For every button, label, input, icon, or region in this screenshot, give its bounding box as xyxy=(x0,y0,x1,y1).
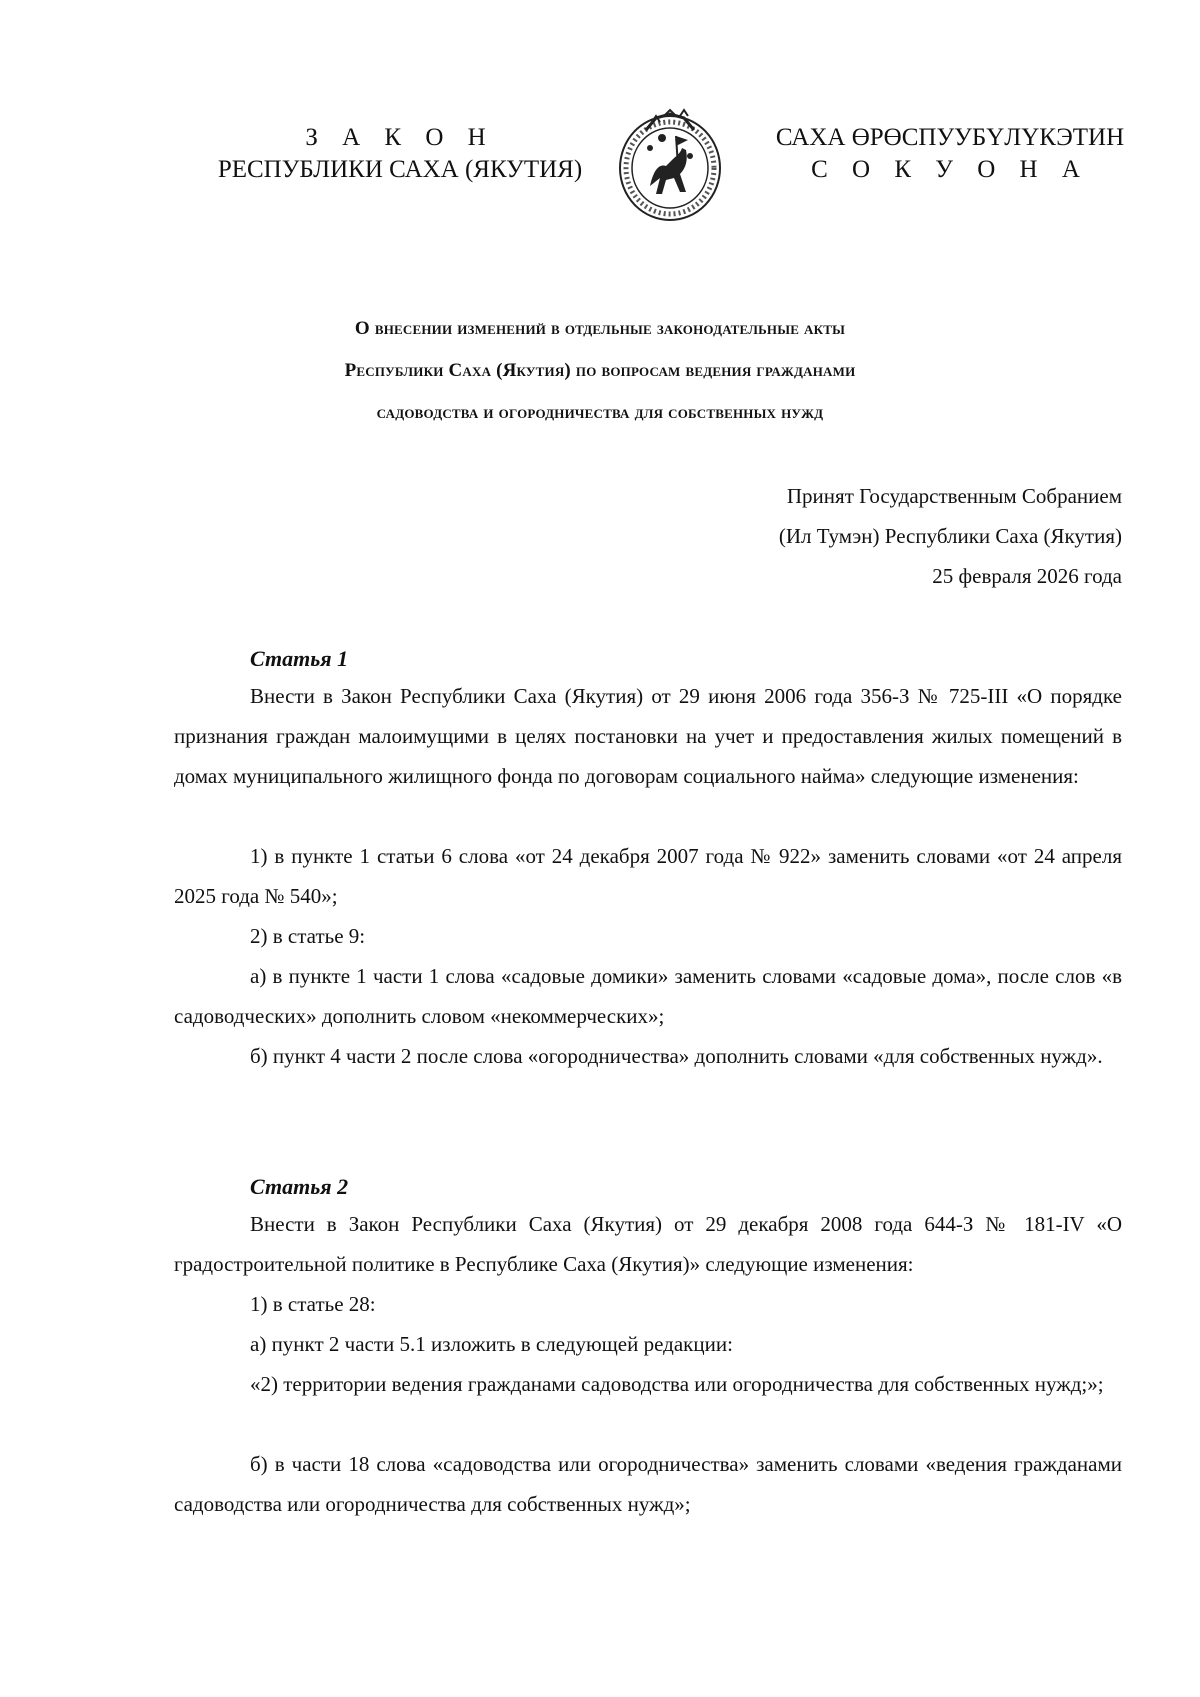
title-line-1: О внесении изменений в отдельные законодательные акты xyxy=(354,318,846,339)
article-2-item-1a: а) пункт 2 части 5.1 изложить в следующей редакции: xyxy=(250,1332,733,1356)
article-2-heading: Статья 2 xyxy=(250,1174,349,1199)
article-1-item-1: 1) в пункте 1 статьи 6 слова «от 24 декабря 2007 года № 922» заменить словами «от 24 апреля 2025 года № 540»; xyxy=(174,844,1122,908)
article-2-intro: Внести в Закон Республики Саха (Якутия) от 29 декабря 2008 года 644-З № 181-IV «О градостроительной политике в Республике Саха (Якутия)» следующие изменения: xyxy=(174,1212,1122,1276)
title-line-2: Республики Саха (Якутия) по вопросам ведения гражданами xyxy=(344,360,856,381)
article-1-item-2a: а) в пункте 1 части 1 слова «садовые домики» заменить словами «садовые дома», после слов «в садоводческих» дополнить словом «некоммерческих»; xyxy=(174,964,1122,1028)
article-1-heading: Статья 1 xyxy=(250,646,349,671)
title-line-3: садоводства и огородничества для собственных нужд xyxy=(376,402,824,423)
article-1-intro: Внести в Закон Республики Саха (Якутия) от 29 июня 2006 года 356-З № 725-III «О порядке признания граждан малоимущими в целях постановки на учет и предоставления жилых помещений в домах муниципального жилищного фонда по договорам социального найма» следующие изменения: xyxy=(174,684,1122,788)
header-right xyxy=(760,122,1140,186)
article-1-item-2b: б) пункт 4 части 2 после слова «огородничества» дополнить словами «для собственных нужд». xyxy=(250,1044,1103,1068)
law-label: З А К О Н xyxy=(305,124,495,151)
adoption-date: 25 февраля 2026 года xyxy=(932,564,1122,588)
article-2-item-1b: б) в части 18 слова «садоводства или огородничества» заменить словами «ведения гражданами садоводства или огородничества для собственных нужд»; xyxy=(174,1452,1122,1516)
coat-of-arms-icon xyxy=(616,108,724,224)
republic-name-sakha: САХА ӨРӨСПУУБҮЛҮКЭТИН xyxy=(775,124,1125,151)
adoption-note xyxy=(562,476,1122,596)
law-label-sakha: С О К У О Н А xyxy=(811,156,1089,183)
document-title xyxy=(180,308,1020,434)
adoption-line-2: (Ил Тумэн) Республики Саха (Якутия) xyxy=(778,524,1122,548)
article-1-item-2: 2) в статье 9: xyxy=(250,924,366,948)
adoption-line-1: Принят Государственным Собранием xyxy=(786,484,1122,508)
republic-name: РЕСПУБЛИКИ САХА (ЯКУТИЯ) xyxy=(217,156,583,183)
article-2-item-1: 1) в статье 28: xyxy=(250,1292,376,1316)
header-left xyxy=(190,122,610,186)
article-2-item-1a-text: «2) территории ведения гражданами садоводства или огородничества для собственных нужд;»; xyxy=(250,1372,1104,1396)
